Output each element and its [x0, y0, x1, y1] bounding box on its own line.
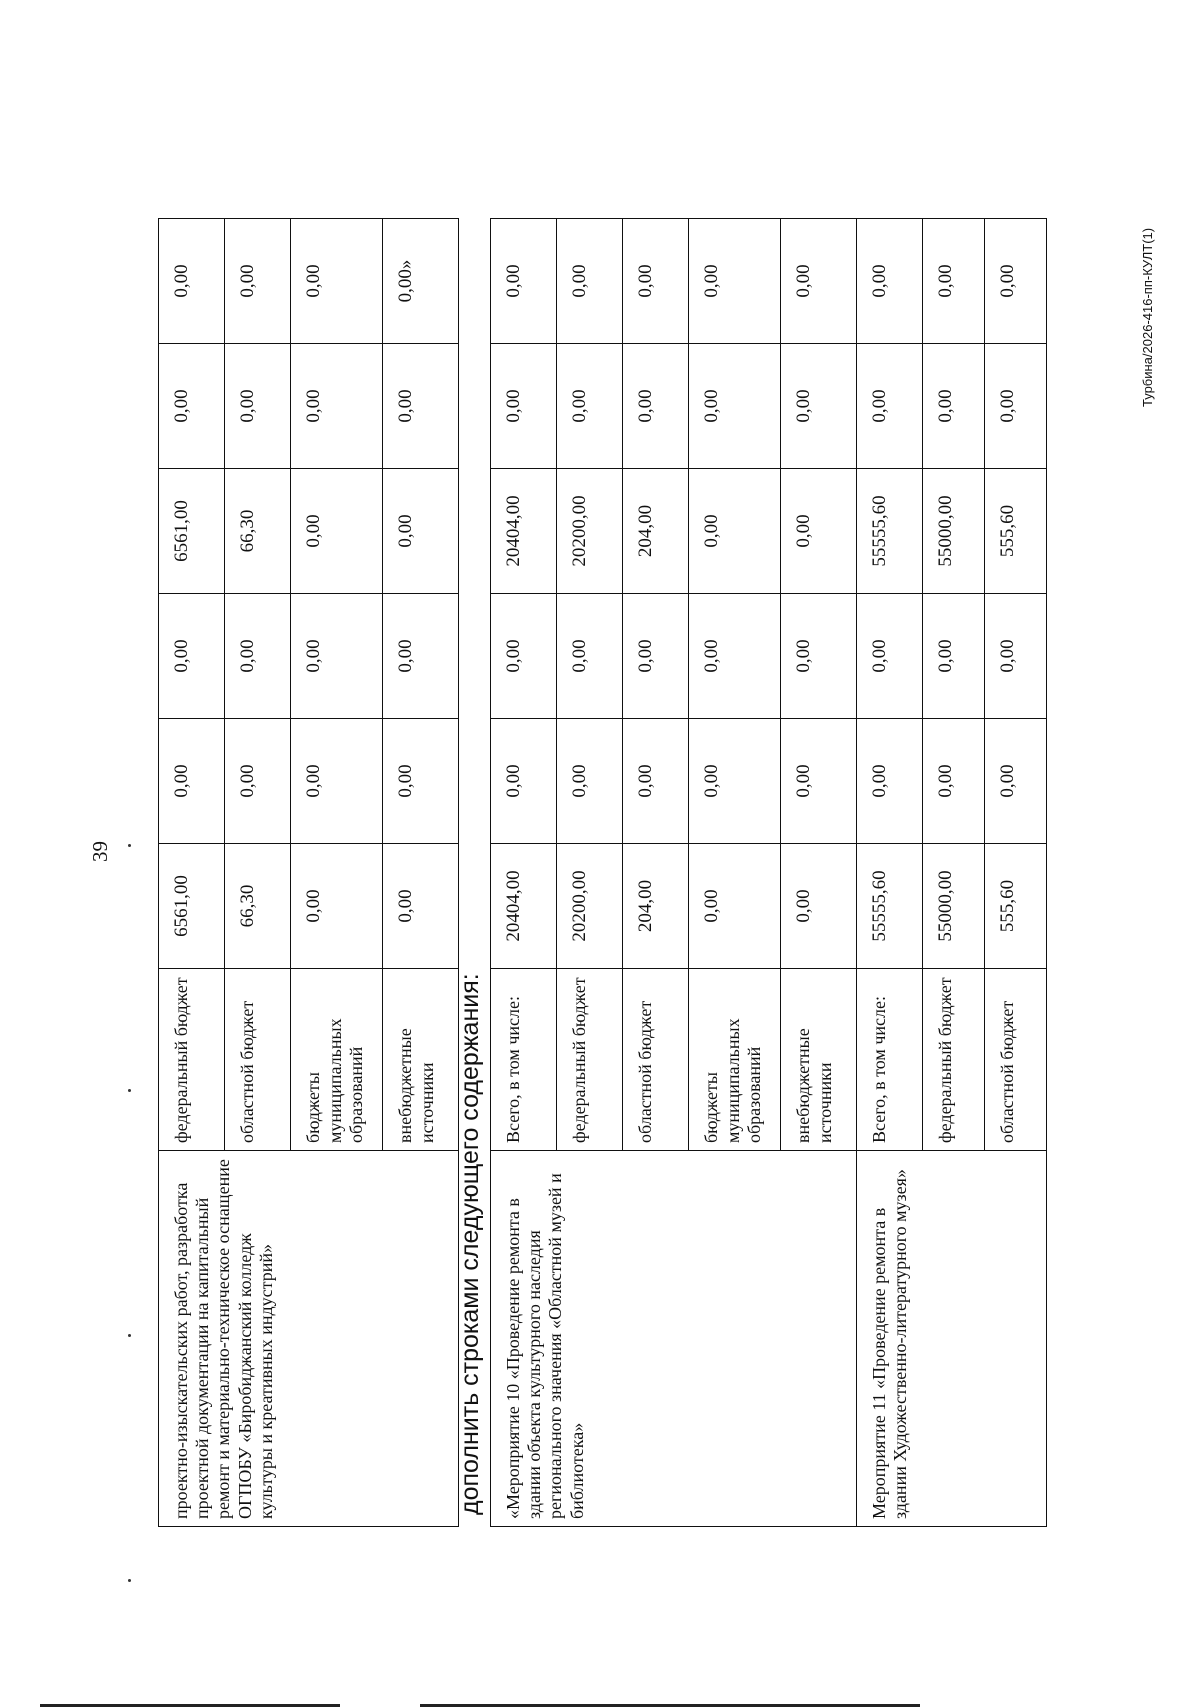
value-cell: 0,00: [781, 844, 857, 969]
source-cell: внебюджетные источники: [781, 969, 857, 1151]
value-cell: 0,00: [383, 344, 459, 469]
value-cell: 0,00: [159, 594, 225, 719]
value-cell: 0,00: [623, 344, 689, 469]
value-cell: 20404,00: [491, 469, 557, 594]
value-cell: 0,00: [781, 719, 857, 844]
value-cell: 0,00: [225, 344, 291, 469]
budget-table-new-rows: [490, 218, 1047, 1527]
value-cell: 0,00: [491, 719, 557, 844]
value-cell: 0,00: [985, 219, 1047, 344]
value-cell: 20200,00: [557, 844, 623, 969]
value-cell: 0,00: [159, 219, 225, 344]
value-cell: 55555,60: [857, 469, 923, 594]
scan-dot: [128, 1089, 131, 1092]
value-cell: 0,00: [557, 219, 623, 344]
value-cell: 0,00: [159, 719, 225, 844]
source-cell: Всего, в том числе:: [491, 969, 557, 1151]
value-cell: 0,00: [383, 594, 459, 719]
value-cell: 0,00: [781, 219, 857, 344]
value-cell: 0,00: [623, 594, 689, 719]
source-cell: федеральный бюджет: [159, 969, 225, 1151]
value-cell: 0,00: [923, 594, 985, 719]
value-cell: 0,00: [557, 594, 623, 719]
value-cell: 0,00: [623, 219, 689, 344]
value-cell: 0,00: [985, 719, 1047, 844]
value-cell: 20200,00: [557, 469, 623, 594]
value-cell: 0,00: [383, 469, 459, 594]
value-cell: 0,00: [689, 344, 781, 469]
value-cell: 66,30: [225, 469, 291, 594]
value-cell: 0,00: [557, 719, 623, 844]
value-cell: 0,00: [923, 219, 985, 344]
event-cell: Мероприятие 11 «Проведение ремонта в здании Художественно-литературного музея»: [857, 1151, 1047, 1527]
value-cell: 55555,60: [857, 844, 923, 969]
value-cell: 0,00: [857, 594, 923, 719]
source-cell: областной бюджет: [225, 969, 291, 1151]
scan-dot: [128, 1579, 131, 1582]
value-cell: 55000,00: [923, 469, 985, 594]
value-cell: 0,00: [689, 219, 781, 344]
source-cell: федеральный бюджет: [557, 969, 623, 1151]
value-cell: 0,00: [689, 719, 781, 844]
value-cell: 0,00: [225, 594, 291, 719]
event-cell: «Мероприятие 10 «Проведение ремонта в здании объекта культурного наследия регионального значения «Областной музей и библиотека»: [491, 1151, 857, 1527]
value-cell: 0,00: [491, 219, 557, 344]
value-cell: 6561,00: [159, 469, 225, 594]
value-cell: 0,00: [383, 719, 459, 844]
value-cell: 55000,00: [923, 844, 985, 969]
page-number: 39: [88, 841, 112, 862]
value-cell: 0,00: [491, 344, 557, 469]
source-cell: бюджеты муниципальных образований: [291, 969, 383, 1151]
value-cell: 0,00: [857, 219, 923, 344]
value-cell: 0,00: [857, 344, 923, 469]
value-cell: 0,00: [985, 344, 1047, 469]
value-cell: 0,00: [159, 344, 225, 469]
source-cell: внебюджетные источники: [383, 969, 459, 1151]
source-cell: Всего, в том числе:: [857, 969, 923, 1151]
value-cell: 0,00: [383, 844, 459, 969]
insertion-caption: дополнить строками следующего содержания:: [456, 973, 484, 1515]
value-cell: 0,00: [781, 344, 857, 469]
value-cell: 0,00: [781, 469, 857, 594]
value-cell: 20404,00: [491, 844, 557, 969]
scan-dot: [128, 1334, 131, 1337]
value-cell: 0,00: [923, 719, 985, 844]
value-cell: 0,00: [491, 594, 557, 719]
value-cell: 0,00: [225, 719, 291, 844]
table-row: [857, 219, 923, 1527]
scan-dot: [128, 844, 131, 847]
value-cell: 0,00: [689, 844, 781, 969]
source-cell: областной бюджет: [985, 969, 1047, 1151]
value-cell: 6561,00: [159, 844, 225, 969]
value-cell: 0,00: [557, 344, 623, 469]
table-row: [491, 219, 557, 1527]
source-cell: бюджеты муниципальных образований: [689, 969, 781, 1151]
value-cell: 204,00: [623, 469, 689, 594]
value-cell: 0,00»: [383, 219, 459, 344]
document-footer: Турбина/2026-416-пп-КУЛТ(1): [1140, 227, 1155, 407]
value-cell: 0,00: [923, 344, 985, 469]
event-cell: проектно-изыскательских работ, разработка проектной документации на капитальный ремонт и материально-техническое оснащение ОГПОБУ «Биробиджанский колледж культуры и креативных индустрий»: [159, 1151, 459, 1527]
value-cell: 0,00: [225, 219, 291, 344]
budget-table-continued: [158, 218, 459, 1527]
value-cell: 204,00: [623, 844, 689, 969]
value-cell: 555,60: [985, 844, 1047, 969]
value-cell: 0,00: [623, 719, 689, 844]
value-cell: 66,30: [225, 844, 291, 969]
value-cell: 555,60: [985, 469, 1047, 594]
value-cell: 0,00: [985, 594, 1047, 719]
value-cell: 0,00: [857, 719, 923, 844]
value-cell: 0,00: [291, 219, 383, 344]
value-cell: 0,00: [291, 844, 383, 969]
value-cell: 0,00: [291, 594, 383, 719]
table-row: [159, 219, 225, 1527]
value-cell: 0,00: [291, 469, 383, 594]
source-cell: областной бюджет: [623, 969, 689, 1151]
value-cell: 0,00: [689, 469, 781, 594]
value-cell: 0,00: [689, 594, 781, 719]
value-cell: 0,00: [291, 719, 383, 844]
value-cell: 0,00: [291, 344, 383, 469]
source-cell: федеральный бюджет: [923, 969, 985, 1151]
value-cell: 0,00: [781, 594, 857, 719]
